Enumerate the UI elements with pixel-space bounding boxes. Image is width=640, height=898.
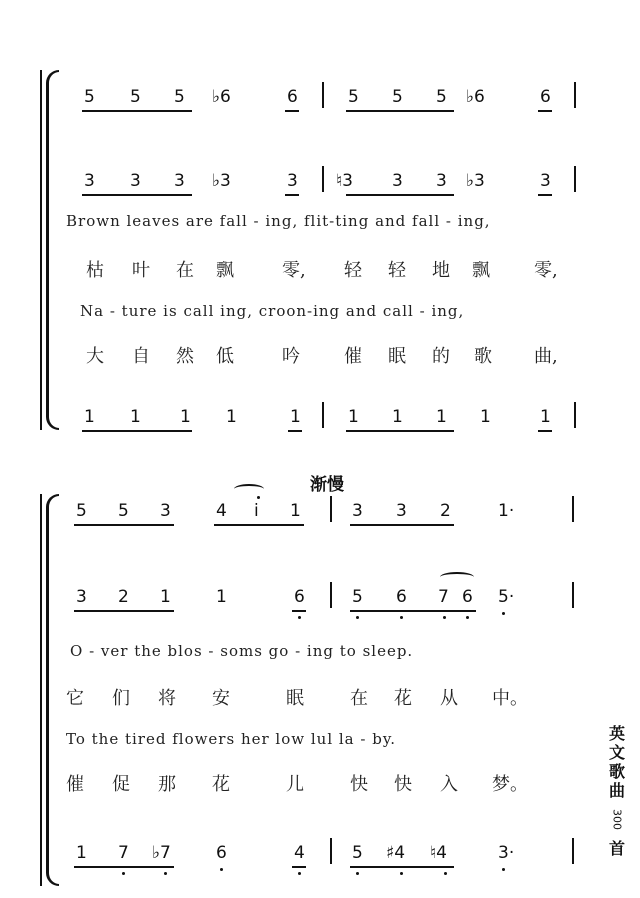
note: 1 (160, 587, 171, 607)
slur (440, 572, 474, 582)
underline (350, 524, 454, 526)
cn-char: 安 (212, 688, 230, 709)
tempo-marking: 渐慢 (310, 475, 344, 495)
s1-lyric-en2: Na - ture is call ing, croon-ing and call - ing, (80, 302, 465, 320)
high-dot (257, 496, 260, 499)
underline (285, 194, 299, 196)
cn-char: 轻 (344, 260, 362, 281)
cn-char: 入 (440, 774, 458, 795)
underline (292, 866, 306, 868)
cn-char: 轻 (388, 260, 406, 281)
note: 3 (352, 501, 363, 521)
cn-char: 地 (432, 260, 450, 281)
barline (574, 82, 576, 108)
note: 4 (216, 501, 227, 521)
note: ♭3 (212, 171, 231, 191)
s2-lyric-en2: To the tired flowers her low lul la - by. (66, 730, 397, 748)
note: 1 (392, 407, 403, 427)
note: 1 (226, 407, 237, 427)
barline (572, 838, 574, 864)
low-dot (298, 616, 301, 619)
side-char: 首 (608, 839, 625, 858)
book-side-title (606, 724, 628, 858)
low-dot (356, 616, 359, 619)
cn-char: 从 (440, 688, 458, 709)
cn-char: 在 (350, 688, 368, 709)
barline (330, 496, 332, 522)
barline (330, 838, 332, 864)
low-dot (122, 872, 125, 875)
note: ♮3 (336, 171, 353, 191)
note: 3 (84, 171, 95, 191)
underline (346, 430, 454, 432)
note: 5 (352, 843, 363, 863)
low-dot (164, 872, 167, 875)
note: 3 (76, 587, 87, 607)
note: 5 (392, 87, 403, 107)
note: 7 (118, 843, 129, 863)
note: 5 (174, 87, 185, 107)
note: 1 (180, 407, 191, 427)
note: ♭7 (152, 843, 171, 863)
note: 3 (287, 171, 298, 191)
note: 2 (440, 501, 451, 521)
note: 3 (174, 171, 185, 191)
cn-char: 飘 (472, 260, 490, 281)
s1-lyric-en1: Brown leaves are fall - ing, flit-ting and fall - ing, (66, 212, 491, 230)
side-char: 歌 (608, 762, 625, 781)
note: ♭6 (466, 87, 485, 107)
note: 1 (76, 843, 87, 863)
underline (74, 610, 174, 612)
note: 6 (540, 87, 551, 107)
cn-char: 吟 (282, 346, 300, 367)
underline (82, 194, 192, 196)
barline (572, 582, 574, 608)
cn-char: 眠 (286, 688, 304, 709)
note: 1· (498, 501, 515, 521)
cn-char: 儿 (286, 774, 304, 795)
note: 6 (287, 87, 298, 107)
cn-char: 快 (350, 774, 368, 795)
side-char: 英 (608, 724, 625, 743)
underline (538, 110, 552, 112)
note: 3 (436, 171, 447, 191)
system1-left-bar (40, 70, 42, 430)
note: 1 (290, 407, 301, 427)
note: 7 (438, 587, 449, 607)
note: ♯4 (386, 843, 406, 863)
note: 3 (540, 171, 551, 191)
note: 5· (498, 587, 515, 607)
note: ♭3 (466, 171, 485, 191)
note: 5 (352, 587, 363, 607)
note: 1 (130, 407, 141, 427)
low-dot (443, 616, 446, 619)
cn-char: 梦。 (492, 774, 528, 795)
cn-char: 飘 (216, 260, 234, 281)
cn-char: 枯 (86, 260, 104, 281)
low-dot (400, 872, 403, 875)
cn-char: 的 (432, 346, 450, 367)
underline (538, 194, 552, 196)
underline (82, 430, 192, 432)
underline (538, 430, 552, 432)
note: ♮4 (430, 843, 447, 863)
cn-char: 花 (394, 688, 412, 709)
note: 5 (436, 87, 447, 107)
system1-brace (46, 70, 59, 430)
note: 6 (396, 587, 407, 607)
low-dot (444, 872, 447, 875)
low-dot (220, 868, 223, 871)
low-dot (502, 868, 505, 871)
barline (330, 582, 332, 608)
note: 6 (462, 587, 473, 607)
cn-char: 快 (394, 774, 412, 795)
cn-char: 们 (112, 688, 130, 709)
underline (214, 524, 304, 526)
underline (350, 866, 454, 868)
note: 3 (396, 501, 407, 521)
cn-char: 歌 (474, 346, 492, 367)
barline (574, 402, 576, 428)
note: 3 (160, 501, 171, 521)
underline (346, 194, 454, 196)
side-char: 文 (608, 743, 625, 762)
cn-char: 零, (282, 260, 306, 281)
underline (292, 610, 306, 612)
note: 1 (216, 587, 227, 607)
cn-char: 大 (86, 346, 104, 367)
note: ♭6 (212, 87, 231, 107)
cn-char: 曲, (534, 346, 558, 367)
cn-char: 在 (176, 260, 194, 281)
barline (322, 166, 324, 192)
cn-char: 叶 (132, 260, 150, 281)
underline (74, 524, 174, 526)
note: 6 (294, 587, 305, 607)
underline (288, 430, 302, 432)
note: 1 (348, 407, 359, 427)
cn-char: 催 (344, 346, 362, 367)
underline (74, 866, 174, 868)
cn-char: 催 (66, 774, 84, 795)
note: 5 (130, 87, 141, 107)
barline (322, 82, 324, 108)
s2-lyric-en1: O - ver the blos - soms go - ing to sleep. (70, 642, 414, 660)
note: 5 (76, 501, 87, 521)
side-char: 300 (610, 809, 624, 830)
cn-char: 它 (66, 688, 84, 709)
note: 3· (498, 843, 515, 863)
underline (285, 110, 299, 112)
note: 1 (436, 407, 447, 427)
underline (346, 110, 454, 112)
note: 1 (540, 407, 551, 427)
note: 6 (216, 843, 227, 863)
note: i (254, 501, 259, 521)
note: 1 (84, 407, 95, 427)
note: 5 (118, 501, 129, 521)
note: 4 (294, 843, 305, 863)
barline (322, 402, 324, 428)
cn-char: 促 (112, 774, 130, 795)
low-dot (466, 616, 469, 619)
barline (572, 496, 574, 522)
note: 1 (290, 501, 301, 521)
cn-char: 低 (216, 346, 234, 367)
system2-brace (46, 494, 59, 886)
note: 3 (392, 171, 403, 191)
cn-char: 那 (158, 774, 176, 795)
underline (350, 610, 476, 612)
cn-char: 中。 (492, 688, 528, 709)
low-dot (298, 872, 301, 875)
note: 2 (118, 587, 129, 607)
barline (574, 166, 576, 192)
note: 3 (130, 171, 141, 191)
low-dot (400, 616, 403, 619)
cn-char: 零, (534, 260, 558, 281)
cn-char: 花 (212, 774, 230, 795)
system2-left-bar (40, 494, 42, 886)
low-dot (356, 872, 359, 875)
cn-char: 眠 (388, 346, 406, 367)
side-char: 曲 (608, 781, 625, 800)
cn-char: 然 (176, 346, 194, 367)
cn-char: 自 (132, 346, 150, 367)
underline (82, 110, 192, 112)
note: 5 (348, 87, 359, 107)
low-dot (502, 612, 505, 615)
note: 1 (480, 407, 491, 427)
cn-char: 将 (158, 688, 176, 709)
note: 5 (84, 87, 95, 107)
slur (234, 484, 264, 494)
